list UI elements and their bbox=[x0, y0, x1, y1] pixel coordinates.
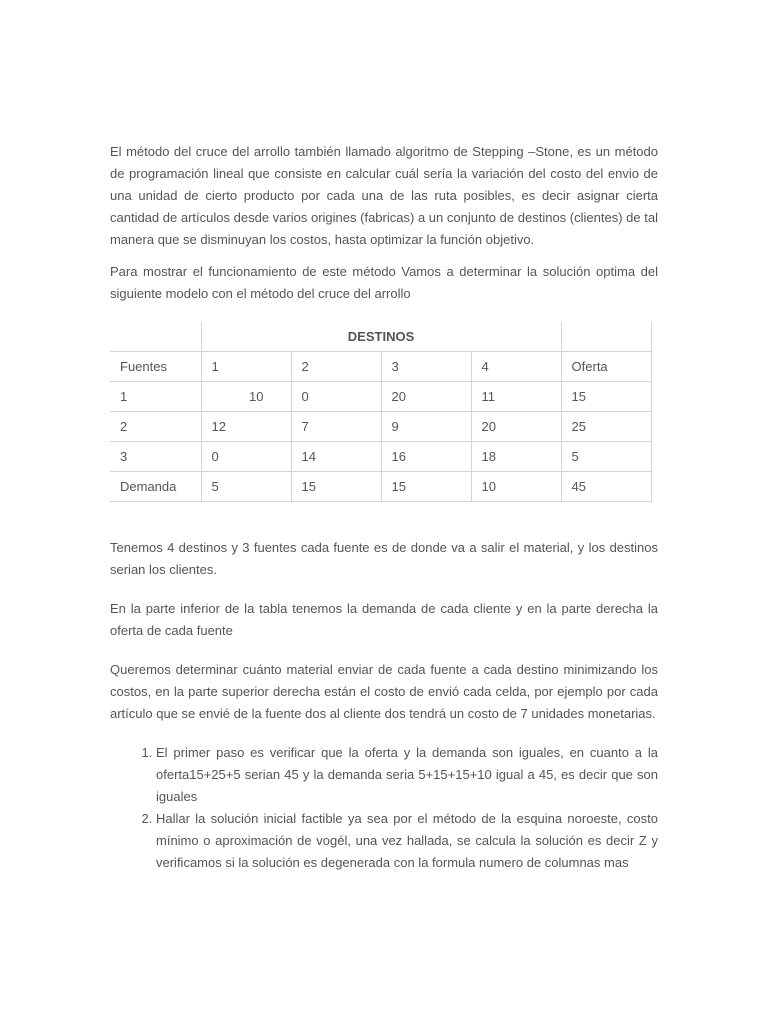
table-cell: 5 bbox=[201, 472, 291, 502]
table-cell: 16 bbox=[381, 442, 471, 472]
table-cell: 7 bbox=[291, 412, 381, 442]
steps-list bbox=[110, 742, 658, 874]
header-destino-2: 2 bbox=[291, 352, 381, 382]
table-cell: 10 bbox=[201, 382, 291, 412]
cost-table bbox=[110, 322, 652, 502]
table-row bbox=[110, 382, 651, 412]
table-corner-cell-right bbox=[561, 322, 651, 352]
table-cell: 45 bbox=[561, 472, 651, 502]
intro-paragraph: El método del cruce del arrollo también llamado algoritmo de Stepping –Stone, es un método de programación lineal que consiste en calcular cuál sería la variación del costo del envio de una unidad de cierto producto por cada una de las ruta posibles, es decir asignar cierta cantidad de artículos desde varios origines (fabricas) a un conjunto de destinos (clientes) de tal manera que se disminuyan los costos, hasta optimizar la función objetivo. bbox=[110, 144, 658, 247]
header-destino-1: 1 bbox=[201, 352, 291, 382]
table-cell: 12 bbox=[201, 412, 291, 442]
list-item: 1. El primer paso es verificar que la oferta y la demanda son iguales, en cuanto a la oferta15+25+5 serian 45 y la demanda seria 5+15+15+10 igual a 45, es decir que son iguales bbox=[156, 742, 658, 808]
table-cell: 11 bbox=[471, 382, 561, 412]
row-label: 1 bbox=[110, 382, 201, 412]
table-cell: 15 bbox=[291, 472, 381, 502]
row-label: 2 bbox=[110, 412, 201, 442]
table-row bbox=[110, 442, 651, 472]
document-page bbox=[110, 141, 658, 874]
header-fuentes: Fuentes bbox=[110, 352, 201, 382]
table-cell: 0 bbox=[201, 442, 291, 472]
sources-paragraph: Tenemos 4 destinos y 3 fuentes cada fuente es de donde va a salir el material, y los destinos serian los clientes. bbox=[110, 540, 658, 577]
table-corner-cell bbox=[110, 322, 201, 352]
header-destino-4: 4 bbox=[471, 352, 561, 382]
table-cell: 20 bbox=[381, 382, 471, 412]
destinos-header: DESTINOS bbox=[201, 322, 561, 352]
table-cell: 20 bbox=[471, 412, 561, 442]
header-destino-3: 3 bbox=[381, 352, 471, 382]
table-row bbox=[110, 472, 651, 502]
table-group-header-row bbox=[110, 322, 651, 352]
table-cell: 9 bbox=[381, 412, 471, 442]
table-cell: 5 bbox=[561, 442, 651, 472]
table-cell: 18 bbox=[471, 442, 561, 472]
table-cell: 15 bbox=[561, 382, 651, 412]
row-label: 3 bbox=[110, 442, 201, 472]
list-item: 2. Hallar la solución inicial factible ya sea por el método de la esquina noroeste, costo mínimo o aproximación de vogél, una vez hallada, se calcula la solución es decir Z y verificamos si la solución es degenerada con la formula numero de columnas mas bbox=[156, 808, 658, 874]
table-cell: 0 bbox=[291, 382, 381, 412]
header-oferta: Oferta bbox=[561, 352, 651, 382]
row-label: Demanda bbox=[110, 472, 201, 502]
table-cell: 14 bbox=[291, 442, 381, 472]
table-cell: 15 bbox=[381, 472, 471, 502]
model-paragraph: Para mostrar el funcionamiento de este método Vamos a determinar la solución optima del siguiente modelo con el método del cruce del arrollo bbox=[110, 264, 658, 301]
goal-paragraph: Queremos determinar cuánto material enviar de cada fuente a cada destino minimizando los costos, en la parte superior derecha están el costo de envió cada celda, por ejemplo por cada artículo que se envié de la fuente dos al cliente dos tendrá un costo de 7 unidades monetarias. bbox=[110, 662, 658, 721]
table-row bbox=[110, 412, 651, 442]
demand-paragraph: En la parte inferior de la tabla tenemos la demanda de cada cliente y en la parte derecha la oferta de cada fuente bbox=[110, 601, 658, 638]
table-header-row bbox=[110, 352, 651, 382]
table-cell: 25 bbox=[561, 412, 651, 442]
table-cell: 10 bbox=[471, 472, 561, 502]
